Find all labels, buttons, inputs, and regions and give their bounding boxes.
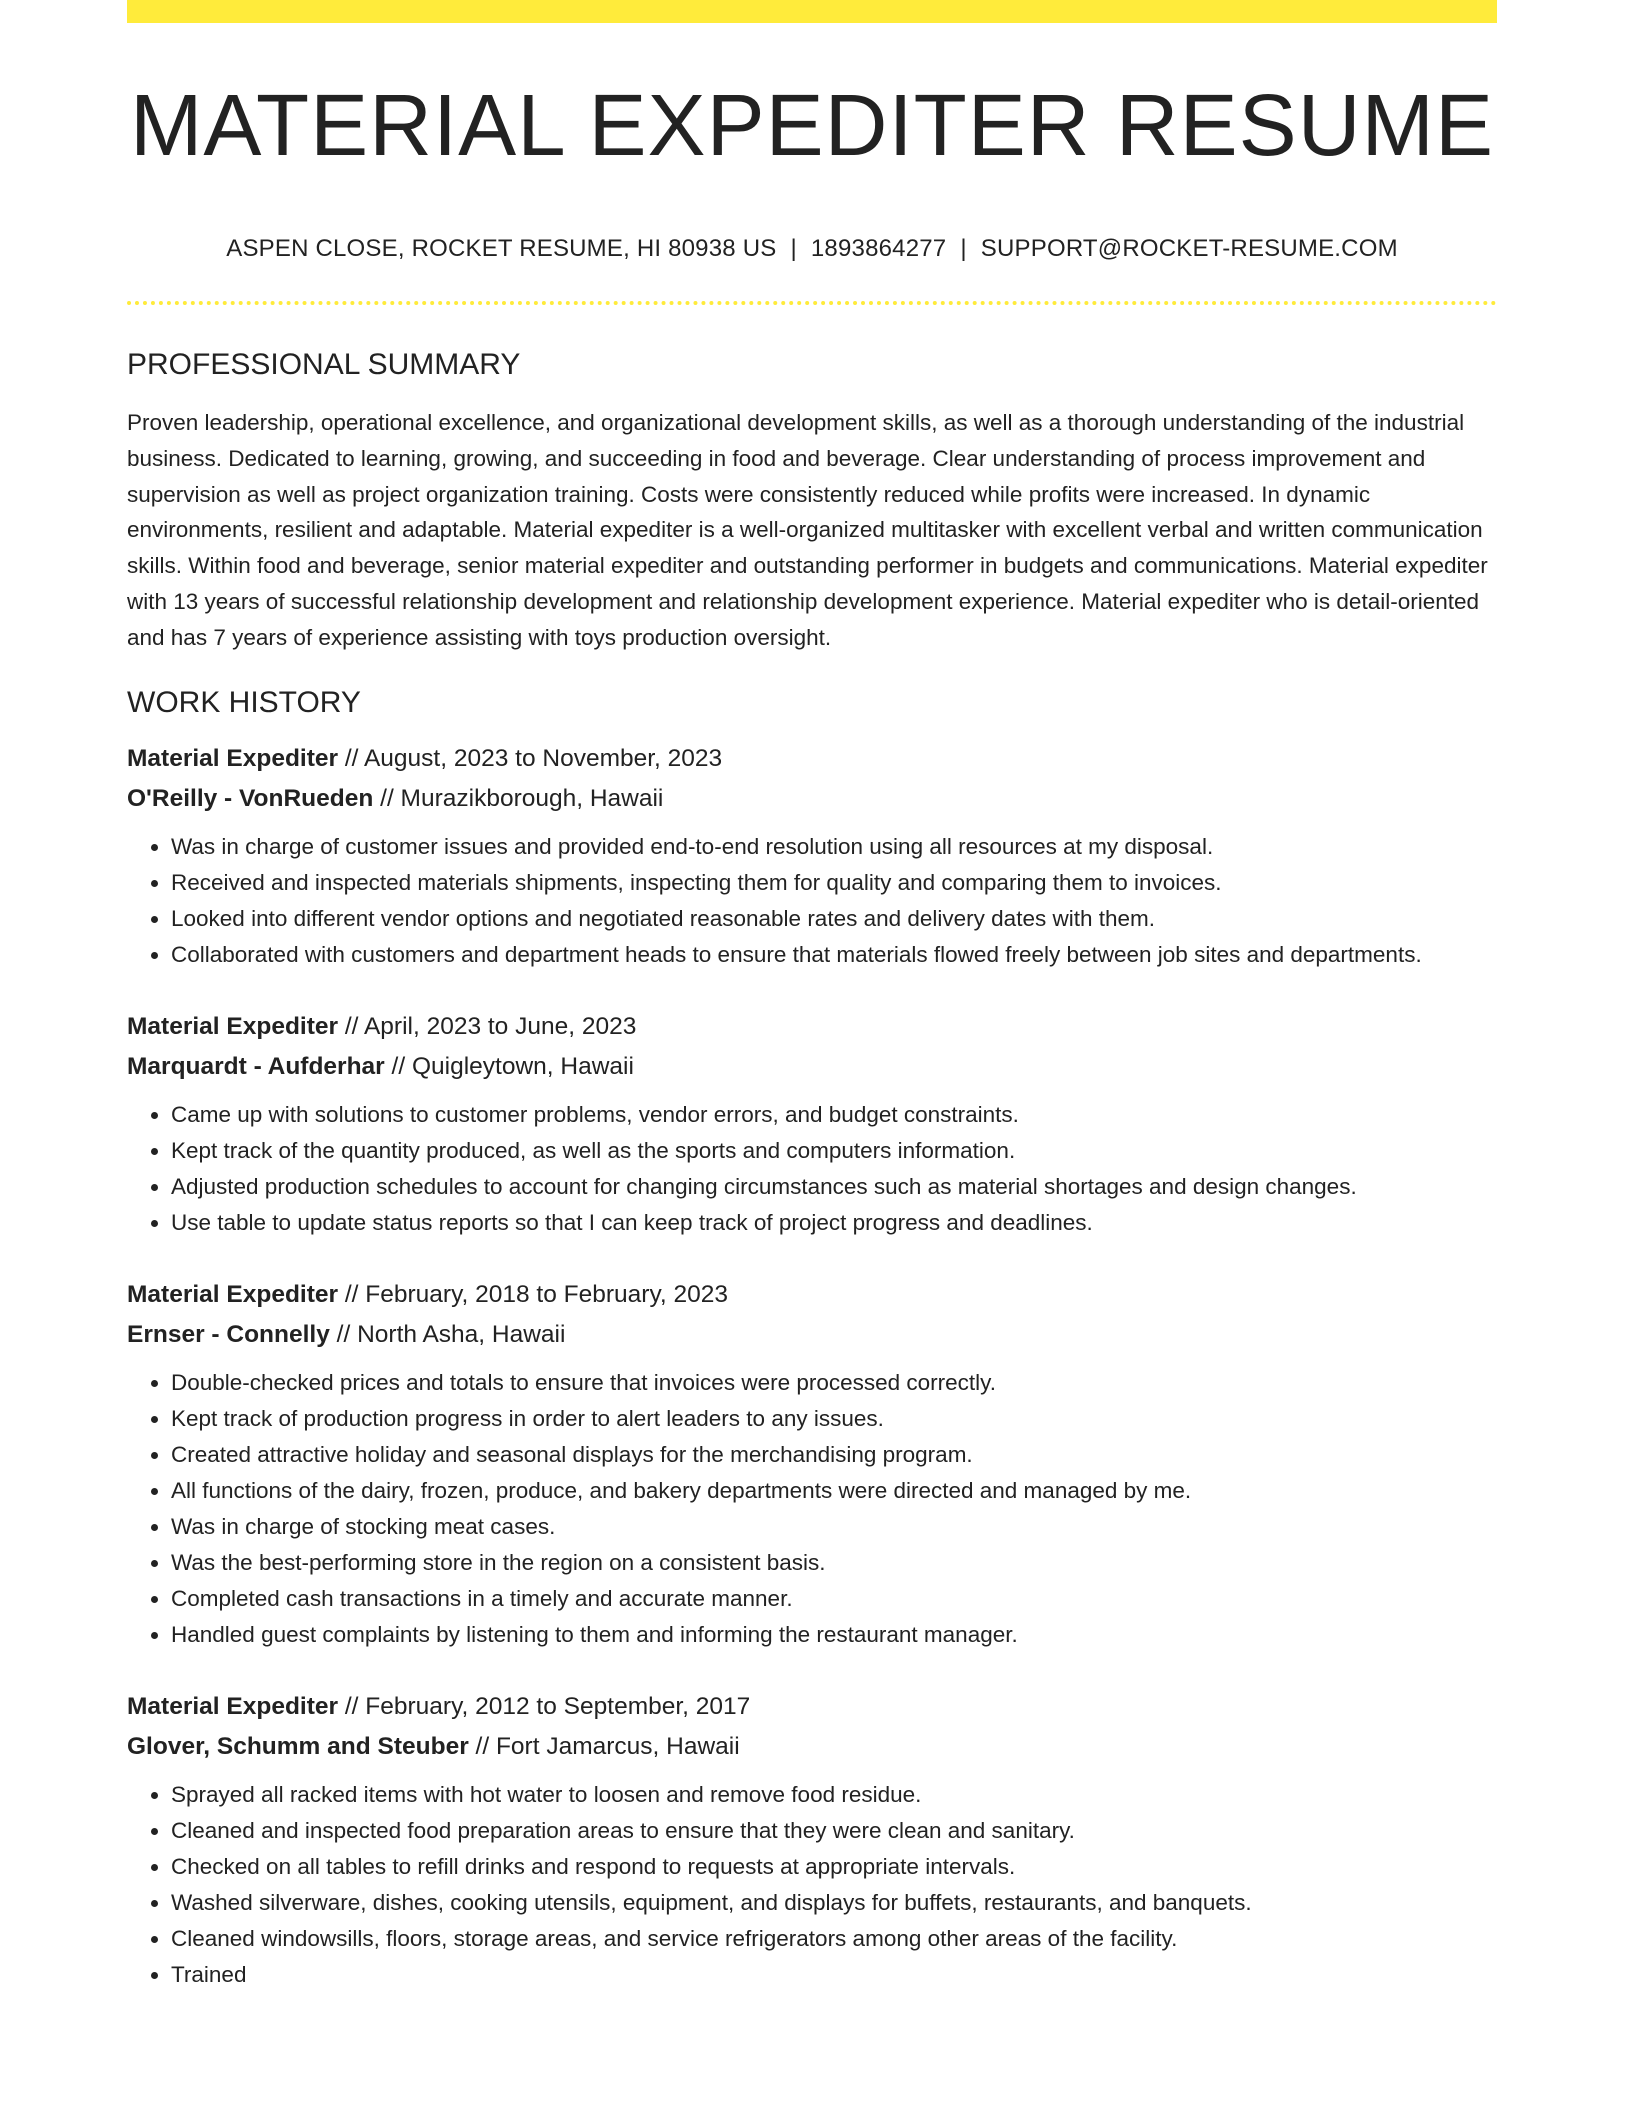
summary-text: Proven leadership, operational excellence, and organizational development skills, as well as a thorough understanding of the industrial business. Dedicated to learning, growing, and succeeding in food and beverage. Clear understanding of process improvement and supervision as well as project organization training. Costs were consistently reduced while profits were increased. In dynamic environments, resilient and adaptable. Material expediter is a well-organized multitasker with excellent verbal and written communication skills. Within food and beverage, senior material expediter and outstanding performer in budgets and communications. Material expediter with 13 years of successful relationship development and relationship development experience. Material expediter who is detail-oriented and has 7 years of experience assisting with toys production oversight.: [127, 410, 1488, 650]
work-history-list: [127, 739, 1497, 1993]
list-item: • Came up with solutions to customer problems, vendor errors, and budget constraints.: [171, 1097, 1497, 1133]
list-item: • Washed silverware, dishes, cooking utensils, equipment, and displays for buffets, restaurants, and banquets.: [171, 1885, 1497, 1921]
list-item: • Trained: [171, 1957, 1497, 1993]
job-title-line: [127, 1007, 1497, 1047]
list-item: • All functions of the dairy, frozen, produce, and bakery departments were directed and managed by me.: [171, 1473, 1497, 1509]
job-location: // Fort Jamarcus, Hawaii: [468, 1732, 740, 1760]
job-entry: [127, 1275, 1497, 1653]
list-item: • Was the best-performing store in the region on a consistent basis.: [171, 1545, 1497, 1581]
job-company-line: [127, 1727, 1497, 1767]
job-company: Ernser - Connelly: [127, 1320, 330, 1348]
job-dates: // April, 2023 to June, 2023: [338, 1012, 637, 1040]
list-item: • Use table to update status reports so that I can keep track of project progress and deadlines.: [171, 1205, 1497, 1241]
job-company-line: [127, 1047, 1497, 1087]
job-bullets: [127, 1777, 1497, 1993]
job-dates: // August, 2023 to November, 2023: [338, 744, 723, 772]
job-dates: // February, 2018 to February, 2023: [338, 1280, 729, 1308]
list-item: • Handled guest complaints by listening to them and informing the restaurant manager.: [171, 1617, 1497, 1653]
job-title-line: [127, 739, 1497, 779]
contact-line: [127, 235, 1497, 263]
job-title: Material Expediter: [127, 744, 339, 772]
contact-phone: 1893864277: [810, 235, 947, 262]
job-title: Material Expediter: [127, 1012, 339, 1040]
job-dates: // February, 2012 to September, 2017: [338, 1692, 751, 1720]
list-item: • Kept track of production progress in order to alert leaders to any issues.: [171, 1401, 1497, 1437]
job-company: Marquardt - Aufderhar: [127, 1052, 385, 1080]
top-accent-bar: [127, 0, 1497, 23]
resume-page: [127, 0, 1497, 1993]
job-company-line: [127, 779, 1497, 819]
job-bullets: [127, 1097, 1497, 1241]
job-title: Material Expediter: [127, 1280, 339, 1308]
list-item: • Double-checked prices and totals to ensure that invoices were processed correctly.: [171, 1365, 1497, 1401]
contact-email: SUPPORT@ROCKET-RESUME.COM: [980, 235, 1398, 262]
list-item: • Completed cash transactions in a timely and accurate manner.: [171, 1581, 1497, 1617]
job-location: // Quigleytown, Hawaii: [384, 1052, 634, 1080]
job-company: O'Reilly - VonRueden: [127, 784, 374, 812]
contact-address: ASPEN CLOSE, ROCKET RESUME, HI 80938 US: [226, 235, 777, 262]
list-item: • Checked on all tables to refill drinks and respond to requests at appropriate intervals.: [171, 1849, 1497, 1885]
work-history-heading: WORK HISTORY: [127, 685, 361, 719]
list-item: • Was in charge of customer issues and provided end-to-end resolution using all resources at my disposal.: [171, 829, 1497, 865]
list-item: • Received and inspected materials shipments, inspecting them for quality and comparing them to invoices.: [171, 865, 1497, 901]
list-item: • Was in charge of stocking meat cases.: [171, 1509, 1497, 1545]
job-company-line: [127, 1315, 1497, 1355]
resume-title: MATERIAL EXPEDITER RESUME: [129, 77, 1495, 174]
summary-heading: PROFESSIONAL SUMMARY: [127, 348, 521, 381]
job-location: // Murazikborough, Hawaii: [373, 784, 664, 812]
list-item: • Sprayed all racked items with hot water to loosen and remove food residue.: [171, 1777, 1497, 1813]
job-bullets: [127, 1365, 1497, 1653]
list-item: • Adjusted production schedules to account for changing circumstances such as material shortages and design changes.: [171, 1169, 1497, 1205]
list-item: • Cleaned windowsills, floors, storage areas, and service refrigerators among other areas of the facility.: [171, 1921, 1497, 1957]
job-bullets: [127, 829, 1497, 973]
contact-separator: |: [960, 235, 967, 262]
list-item: • Collaborated with customers and department heads to ensure that materials flowed freely between job sites and departments.: [171, 937, 1497, 973]
job-title-line: [127, 1687, 1497, 1727]
list-item: • Created attractive holiday and seasonal displays for the merchandising program.: [171, 1437, 1497, 1473]
job-location: // North Asha, Hawaii: [329, 1320, 566, 1348]
job-entry: [127, 739, 1497, 973]
contact-separator: |: [790, 235, 797, 262]
dotted-divider: [127, 301, 1497, 305]
job-title-line: [127, 1275, 1497, 1315]
list-item: • Cleaned and inspected food preparation areas to ensure that they were clean and sanitary.: [171, 1813, 1497, 1849]
list-item: • Kept track of the quantity produced, as well as the sports and computers information.: [171, 1133, 1497, 1169]
job-entry: [127, 1687, 1497, 1993]
list-item: • Looked into different vendor options and negotiated reasonable rates and delivery dates with them.: [171, 901, 1497, 937]
job-company: Glover, Schumm and Steuber: [127, 1732, 469, 1760]
job-entry: [127, 1007, 1497, 1241]
job-title: Material Expediter: [127, 1692, 339, 1720]
